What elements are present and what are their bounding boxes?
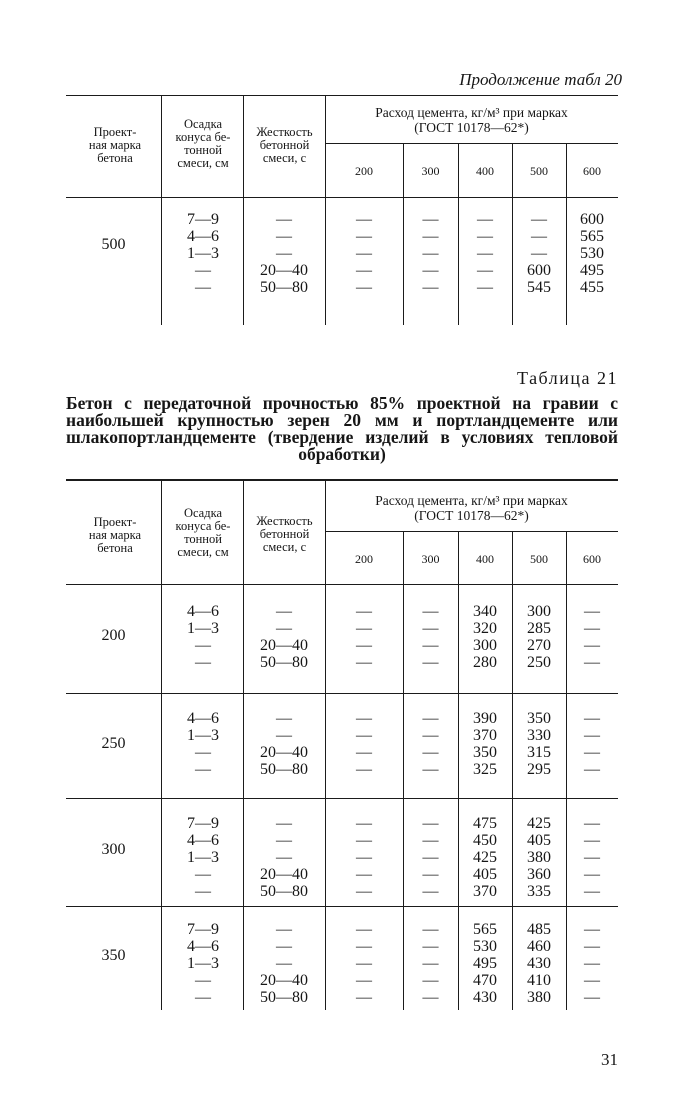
grade-500-values: 485 460 430 410 380 [527,921,551,1006]
grade-400-values: 340 320 300 280 [473,603,497,671]
page-number: 31 [601,1050,618,1069]
header-project-brand: Проект- ная марка бетона [88,515,142,555]
header-project-brand: Проект- ная марка бетона [88,125,142,165]
grade-600-values: — — — — [584,710,600,778]
grade-200-values: — — — — [356,710,372,778]
grade-header: 400 [476,164,494,178]
slump-values: 7—9 4—6 1—3 — — [187,211,219,296]
grade-500-values: 350 330 315 295 [527,710,551,778]
grade-600-values: — — — — [584,603,600,671]
grade-300-values: — — — — [422,603,439,671]
grade-400-values: — — — — — [477,211,493,296]
slump-values: 4—6 1—3 — — [187,710,219,778]
grade-600-values: — — — — — [584,921,600,1006]
grade-header: 400 [476,552,494,566]
grade-header: 300 [421,164,440,178]
grade-600-values: 600 565 530 495 455 [580,211,604,296]
brand-cell: 300 [101,841,126,858]
grade-header: 300 [421,552,440,566]
grade-200-values: — — — — [356,603,372,671]
grade-header: 200 [355,164,373,178]
table-title: Бетон с передаточной прочностью 85% проектной на гравии с наибольшей крупностью зерен 20 мм и портландцементе или шлакопортландцементе (твердение изделий в условиях тепловой обработки) [66,393,618,464]
grade-header: 200 [355,552,373,566]
stiffness-values: — — — 20—40 50—80 [260,815,308,900]
slump-values: 7—9 4—6 1—3 — — [187,815,219,900]
grade-200-values: — — — — — [356,921,372,1006]
brand-cell: 250 [101,735,126,752]
grade-500-values: 425 405 380 360 335 [527,815,551,900]
grade-500-values: — — — 600 545 [527,211,551,296]
table-label: Таблица 21 [517,368,618,388]
grade-300-values: — — — — — [422,211,439,296]
brand-cell: 500 [101,236,126,253]
grade-300-values: — — — — — [422,921,439,1006]
header-cement-consumption: Расход цемента, кг/м³ при марках (ГОСТ 10178—62*) [375,493,568,523]
grade-400-values: 565 530 495 470 430 [473,921,497,1006]
grade-400-values: 390 370 350 325 [473,710,497,778]
brand-cell: 200 [101,627,126,644]
grade-600-values: — — — — — [584,815,600,900]
grade-header: 600 [583,552,601,566]
stiffness-values: — — 20—40 50—80 [260,603,308,671]
header-stiffness: Жесткость бетонной смеси, с [256,125,313,165]
slump-values: 4—6 1—3 — — [187,603,219,671]
grade-header: 500 [530,164,548,178]
continuation-label: Продолжение табл 20 [459,70,622,89]
grade-header: 600 [583,164,601,178]
slump-values: 7—9 4—6 1—3 — — [187,921,219,1006]
grade-300-values: — — — — — [422,815,439,900]
grade-200-values: — — — — — [356,815,372,900]
header-cement-consumption: Расход цемента, кг/м³ при марках (ГОСТ 10178—62*) [375,105,568,135]
grade-400-values: 475 450 425 405 370 [473,815,497,900]
grade-500-values: 300 285 270 250 [527,603,551,671]
stiffness-values: — — 20—40 50—80 [260,710,308,778]
header-slump: Осадка конуса бе- тонной смеси, см [175,506,231,559]
header-slump: Осадка конуса бе- тонной смеси, см [175,117,231,170]
brand-cell: 350 [101,947,126,964]
grade-header: 500 [530,552,548,566]
header-stiffness: Жесткость бетонной смеси, с [256,514,313,554]
grade-300-values: — — — — [422,710,439,778]
stiffness-values: — — — 20—40 50—80 [260,921,308,1006]
grade-200-values: — — — — — [356,211,372,296]
stiffness-values: — — — 20—40 50—80 [260,211,308,296]
